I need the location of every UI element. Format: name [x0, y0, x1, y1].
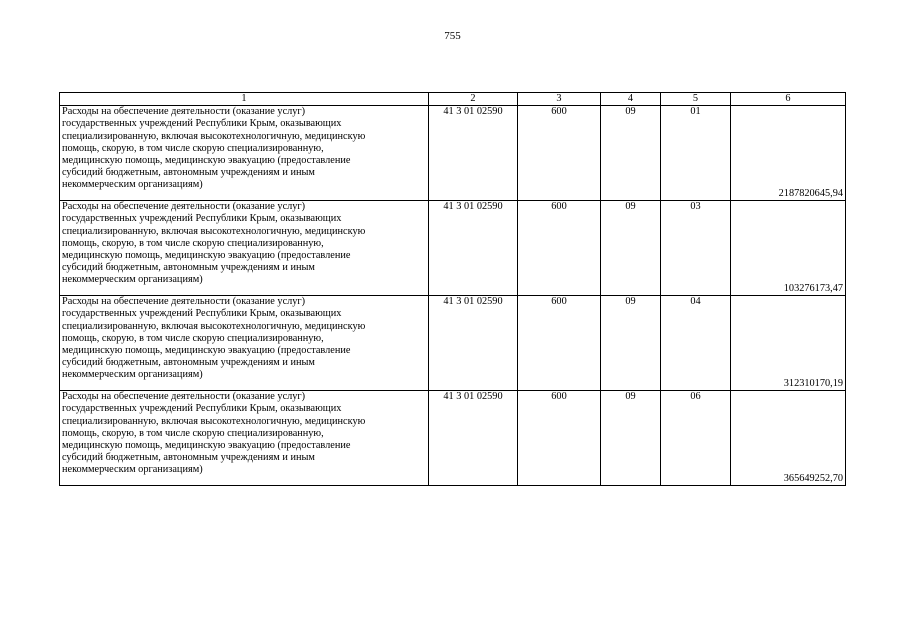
description-line: некоммерческим организациям): [62, 179, 203, 191]
type-cell: 600: [518, 391, 601, 486]
header-cell: 3: [518, 93, 601, 106]
description-line: некоммерческим организациям): [62, 274, 203, 286]
description-line: специализированную, включая высокотехнологичную, медицинскую: [62, 130, 366, 142]
amount-cell: 365649252,70: [731, 391, 846, 486]
page-number: 755: [444, 30, 461, 42]
description-cell: [60, 106, 429, 201]
description-line: помощь, скорую, в том числе скорую специализированную,: [62, 237, 324, 249]
description-line: государственных учреждений Республики Крым, оказывающих: [62, 308, 342, 320]
description-line: субсидий бюджетным, автономным учреждениям и иным: [62, 452, 315, 464]
header-cell: 1: [60, 93, 429, 106]
description-line: Расходы на обеспечение деятельности (оказание услуг): [62, 296, 306, 308]
description-line: помощь, скорую, в том числе скорую специализированную,: [62, 427, 324, 439]
subsection-cell: 06: [661, 391, 731, 486]
table-row: [60, 296, 846, 391]
description-line: субсидий бюджетным, автономным учреждениям и иным: [62, 262, 315, 274]
header-cell: 6: [731, 93, 846, 106]
section-cell: 09: [601, 391, 661, 486]
description-line: государственных учреждений Республики Крым, оказывающих: [62, 403, 342, 415]
description-line: субсидий бюджетным, автономным учреждениям и иным: [62, 167, 315, 179]
description-cell: [60, 391, 429, 486]
description-line: Расходы на обеспечение деятельности (оказание услуг): [62, 391, 306, 403]
table-body: [60, 93, 846, 486]
code-cell: 41 3 01 02590: [429, 201, 518, 296]
description-line: Расходы на обеспечение деятельности (оказание услуг): [62, 201, 306, 213]
section-cell: 09: [601, 201, 661, 296]
type-cell: 600: [518, 296, 601, 391]
description-line: специализированную, включая высокотехнологичную, медицинскую: [62, 225, 366, 237]
header-cell: 2: [429, 93, 518, 106]
description-line: медицинскую помощь, медицинскую эвакуацию (предоставление: [62, 345, 351, 357]
type-cell: 600: [518, 106, 601, 201]
description-line: некоммерческим организациям): [62, 464, 203, 476]
description-line: некоммерческим организациям): [62, 369, 203, 381]
code-cell: 41 3 01 02590: [429, 296, 518, 391]
code-cell: 41 3 01 02590: [429, 106, 518, 201]
description-line: специализированную, включая высокотехнологичную, медицинскую: [62, 415, 366, 427]
description-line: помощь, скорую, в том числе скорую специализированную,: [62, 142, 324, 154]
table-row: [60, 106, 846, 201]
subsection-cell: 01: [661, 106, 731, 201]
description-line: специализированную, включая высокотехнологичную, медицинскую: [62, 320, 366, 332]
description-line: государственных учреждений Республики Крым, оказывающих: [62, 118, 342, 130]
description-line: государственных учреждений Республики Крым, оказывающих: [62, 213, 342, 225]
subsection-cell: 04: [661, 296, 731, 391]
header-cell: 5: [661, 93, 731, 106]
section-cell: 09: [601, 106, 661, 201]
table-header-row: [60, 93, 846, 106]
description-line: медицинскую помощь, медицинскую эвакуацию (предоставление: [62, 155, 351, 167]
amount-cell: 103276173,47: [731, 201, 846, 296]
table-row: [60, 391, 846, 486]
section-cell: 09: [601, 296, 661, 391]
amount-cell: 312310170,19: [731, 296, 846, 391]
description-line: помощь, скорую, в том числе скорую специализированную,: [62, 332, 324, 344]
code-cell: 41 3 01 02590: [429, 391, 518, 486]
type-cell: 600: [518, 201, 601, 296]
header-cell: 4: [601, 93, 661, 106]
description-line: субсидий бюджетным, автономным учреждениям и иным: [62, 357, 315, 369]
budget-table: [59, 92, 846, 486]
description-line: Расходы на обеспечение деятельности (оказание услуг): [62, 106, 306, 118]
subsection-cell: 03: [661, 201, 731, 296]
description-line: медицинскую помощь, медицинскую эвакуацию (предоставление: [62, 250, 351, 262]
description-line: медицинскую помощь, медицинскую эвакуацию (предоставление: [62, 440, 351, 452]
description-cell: [60, 201, 429, 296]
description-cell: [60, 296, 429, 391]
amount-cell: 2187820645,94: [731, 106, 846, 201]
table-row: [60, 201, 846, 296]
